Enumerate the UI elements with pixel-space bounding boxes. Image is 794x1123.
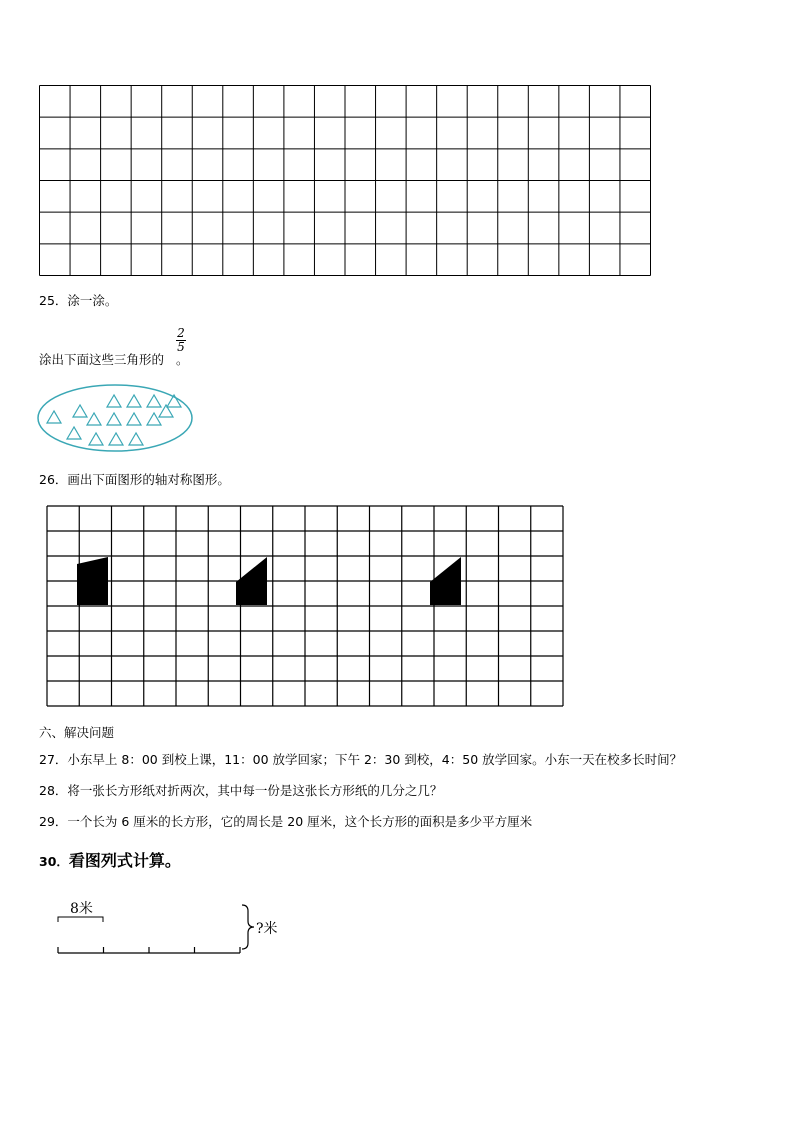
- fraction-numerator: 2: [177, 326, 185, 340]
- q30-number: 30．: [39, 854, 69, 869]
- triangle[interactable]: [129, 433, 143, 445]
- symmetry-grid: [46, 505, 564, 707]
- triangle[interactable]: [107, 413, 121, 425]
- shape-3: [430, 557, 461, 605]
- q26-title: 26．画出下面图形的轴对称图形。: [39, 472, 230, 487]
- q25-prompt-suffix: 。: [176, 352, 189, 367]
- triangle[interactable]: [147, 395, 161, 407]
- q29-text: 29．一个长为 6 厘米的长方形，它的周长是 20 厘米，这个长方形的面积是多少平方厘米: [39, 814, 533, 829]
- q27-text: 27．小东早上 8：00 到校上课，11：00 放学回家；下午 2：30 到校，4：50 放学回家。小东一天在校多长时间？: [39, 752, 683, 767]
- q25-prompt: [39, 350, 189, 368]
- ellipse-outline: [38, 385, 192, 451]
- segment-bracket: [58, 917, 103, 922]
- total-brace: [242, 905, 254, 949]
- triangle[interactable]: [73, 405, 87, 417]
- q25-fraction: [174, 327, 188, 354]
- section-title: 六、解决问题: [39, 725, 115, 740]
- q30-title: 看图列式计算。: [68, 851, 181, 870]
- q30-heading: [39, 848, 181, 871]
- triangle[interactable]: [109, 433, 123, 445]
- triangle[interactable]: [87, 413, 101, 425]
- triangle[interactable]: [67, 427, 81, 439]
- triangle[interactable]: [127, 413, 141, 425]
- triangle[interactable]: [47, 411, 61, 423]
- q25-title: 25．涂一涂。: [39, 293, 118, 308]
- total-label: ?米: [256, 921, 278, 937]
- q30-line-diagram: [52, 895, 302, 965]
- top-writing-grid: [39, 85, 651, 276]
- segment-label: 8米: [70, 901, 93, 917]
- q25-triangle-ellipse: [36, 383, 196, 455]
- triangle[interactable]: [147, 413, 161, 425]
- shape-1: [77, 557, 108, 605]
- triangle[interactable]: [107, 395, 121, 407]
- q25-prompt-text: 涂出下面这些三角形的: [39, 352, 165, 367]
- triangle[interactable]: [127, 395, 141, 407]
- triangle[interactable]: [89, 433, 103, 445]
- fraction-denominator: 5: [177, 340, 185, 354]
- q28-text: 28．将一张长方形纸对折两次，其中每一份是这张长方形纸的几分之几？: [39, 783, 443, 798]
